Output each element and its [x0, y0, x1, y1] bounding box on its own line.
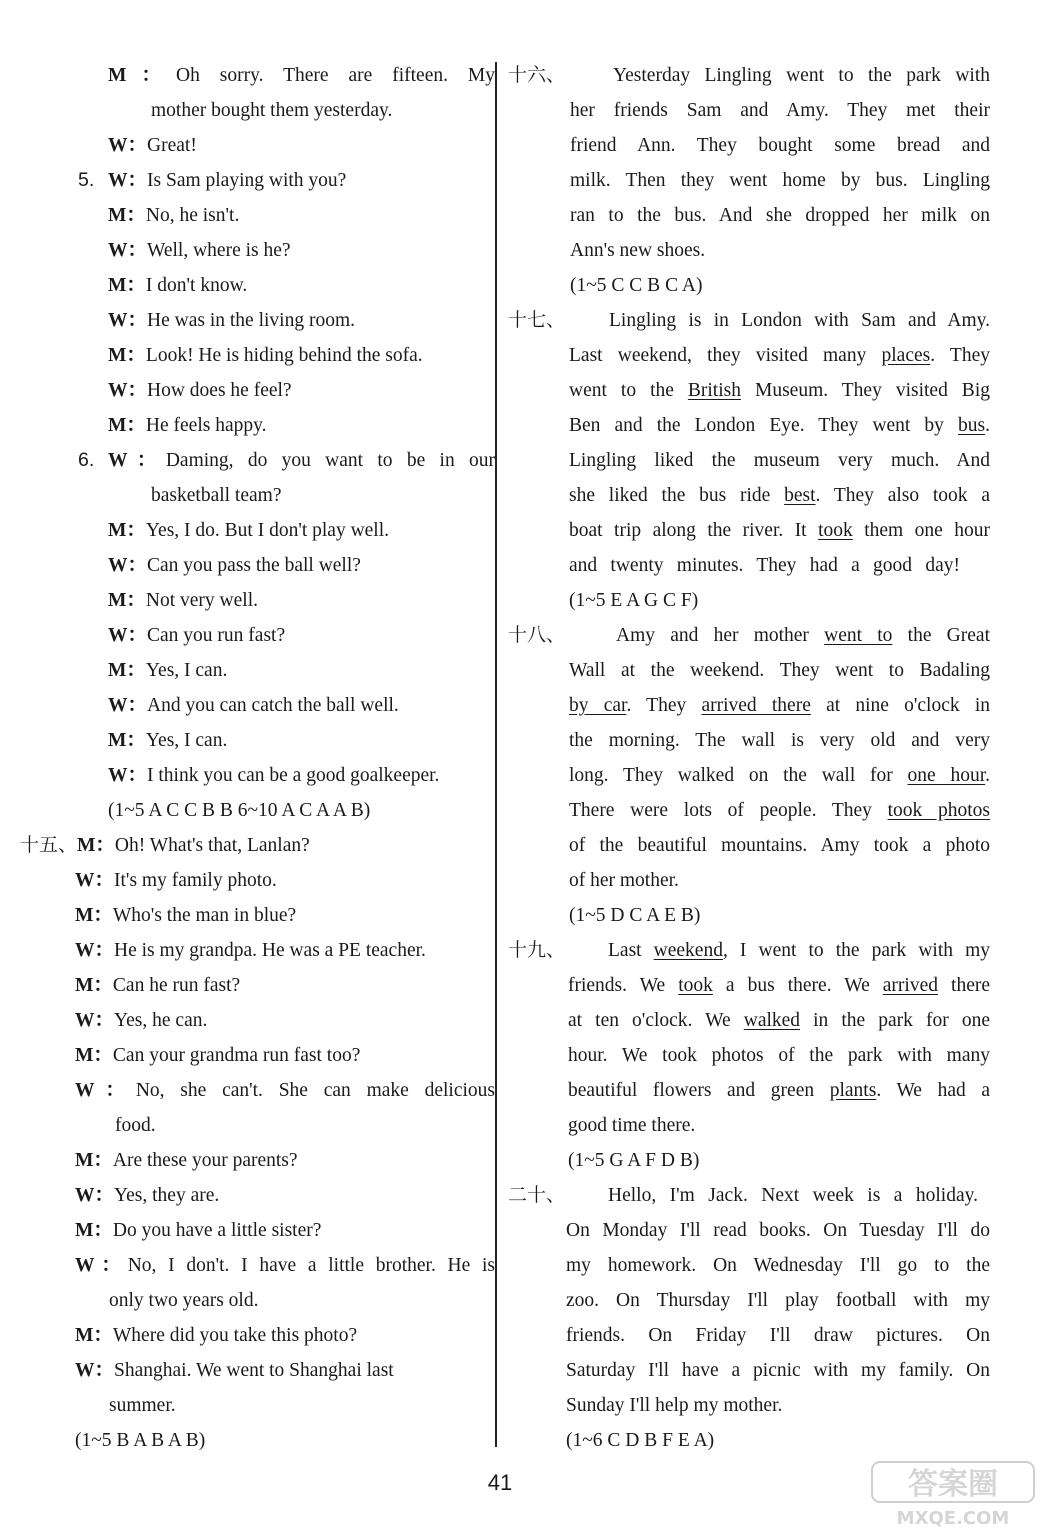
- underlined-word: one hour: [907, 765, 986, 786]
- dialogue-line: 5. W：Is Sam playing with you?: [78, 163, 495, 198]
- section-number: 十七、: [508, 309, 566, 331]
- item-number: 5.: [78, 169, 95, 191]
- underlined-word: took: [818, 520, 853, 541]
- dialogue-line: W：Great!: [108, 135, 197, 156]
- dialogue-line: summer.: [109, 1395, 176, 1416]
- dialogue-line: M：He feels happy.: [108, 415, 267, 436]
- passage-line: Lingling is in London with Sam and Amy.: [609, 310, 990, 331]
- dialogue-line: W：No, I don't. I have a little brother. He is: [75, 1255, 495, 1276]
- item-number: 6.: [78, 449, 95, 471]
- passage-line: my homework. On Wednesday I'll go to the: [566, 1255, 990, 1276]
- underlined-word: arrived: [882, 975, 938, 996]
- passage-line: Amy and her mother went to the Great: [616, 625, 990, 646]
- watermark-url: MXQE.COM: [896, 1508, 1010, 1529]
- answer-key: (1~5 A C C B B 6~10 A C A A B): [108, 800, 371, 821]
- section-number: 十九、: [508, 939, 566, 961]
- dialogue-line: W：Can you run fast?: [108, 625, 286, 646]
- dialogue-line: W：He is my grandpa. He was a PE teacher.: [75, 940, 426, 961]
- passage-line: good time there.: [568, 1115, 696, 1136]
- passage-line: of the beautiful mountains. Amy took a photo: [569, 835, 990, 856]
- passage-line: Yesterday Lingling went to the park with: [613, 65, 990, 86]
- dialogue-line: M：Who's the man in blue?: [75, 905, 297, 926]
- passage-line: ran to the bus. And she dropped her milk on: [570, 205, 990, 226]
- dialogue-line: only two years old.: [109, 1290, 259, 1311]
- passage-line: Wall at the weekend. They went to Badaling: [569, 660, 990, 681]
- dialogue-line: W：Yes, they are.: [75, 1185, 220, 1206]
- passage-line: Ben and the London Eye. They went by bus.: [569, 415, 990, 436]
- passage-line: Saturday I'll have a picnic with my family. On: [566, 1360, 990, 1381]
- underlined-word: plants: [829, 1080, 877, 1101]
- dialogue-line: mother bought them yesterday.: [151, 100, 393, 121]
- dialogue-line: W：How does he feel?: [108, 380, 292, 401]
- passage-line: Last weekend, they visited many places. They: [569, 345, 990, 366]
- dialogue-line: M：Can your grandma run fast too?: [75, 1045, 361, 1066]
- answer-key: (1~5 G A F D B): [568, 1150, 700, 1171]
- answer-key: (1~5 B A B A B): [75, 1430, 206, 1451]
- passage-line: and twenty minutes. They had a good day!: [569, 555, 960, 576]
- passage-line: she liked the bus ride best. They also took a: [569, 485, 990, 506]
- underlined-word: best: [784, 485, 816, 506]
- underlined-word: went to: [824, 625, 893, 646]
- passage-line: of her mother.: [569, 870, 679, 891]
- dialogue-line: W：Can you pass the ball well?: [108, 555, 361, 576]
- underlined-word: by car: [569, 695, 627, 716]
- passage-line: Last weekend, I went to the park with my: [608, 940, 991, 961]
- section-number: 十六、: [508, 64, 566, 86]
- dialogue-line: W：Shanghai. We went to Shanghai last: [75, 1360, 394, 1381]
- dialogue-line: W：Yes, he can.: [75, 1010, 208, 1031]
- passage-line: Ann's new shoes.: [570, 240, 706, 261]
- dialogue-line: M：I don't know.: [108, 275, 248, 296]
- dialogue-line: M：Are these your parents?: [75, 1150, 298, 1171]
- passage-line: by car. They arrived there at nine o'clock in: [569, 695, 990, 716]
- answer-key: (1~5 E A G C F): [569, 590, 699, 611]
- dialogue-line: W：I think you can be a good goalkeeper.: [108, 765, 440, 786]
- passage-line: Lingling liked the museum very much. And: [569, 450, 990, 471]
- dialogue-line: M：Not very well.: [108, 590, 259, 611]
- passage-line: friends. On Friday I'll draw pictures. On: [566, 1325, 990, 1346]
- watermark: [868, 1458, 1038, 1530]
- underlined-word: places: [881, 345, 931, 366]
- underlined-word: took: [678, 975, 713, 996]
- answer-key: (1~6 C D B F E A): [566, 1430, 715, 1451]
- answer-key: (1~5 C C B C A): [570, 275, 703, 296]
- section-number: 二十、: [508, 1184, 566, 1206]
- dialogue-line: M：Oh sorry. There are fifteen. My: [108, 65, 495, 86]
- answer-key: (1~5 D C A E B): [569, 905, 701, 926]
- dialogue-line: 十五、M：Oh! What's that, Lanlan?: [20, 834, 310, 856]
- dialogue-line: basketball team?: [151, 485, 282, 506]
- dialogue-line: M：No, he isn't.: [108, 205, 240, 226]
- section-number: 十八、: [508, 624, 566, 646]
- passage-line: zoo. On Thursday I'll play football with my: [566, 1290, 990, 1311]
- passage-line: On Monday I'll read books. On Tuesday I'll do: [566, 1220, 990, 1241]
- dialogue-line: W：He was in the living room.: [108, 310, 355, 331]
- dialogue-line: M：Where did you take this photo?: [75, 1325, 358, 1346]
- dialogue-line: M：Can he run fast?: [75, 975, 241, 996]
- passage-line: friends. We took a bus there. We arrived there: [568, 975, 990, 996]
- page-number: 41: [487, 1470, 513, 1495]
- passage-line: There were lots of people. They took photos: [569, 800, 990, 821]
- dialogue-line: W：It's my family photo.: [75, 870, 277, 891]
- underlined-word: weekend: [653, 940, 723, 961]
- dialogue-line: food.: [115, 1115, 156, 1136]
- underlined-word: walked: [743, 1010, 801, 1031]
- dialogue-line: M：Look! He is hiding behind the sofa.: [108, 345, 423, 366]
- passage-line: milk. Then they went home by bus. Lingling: [570, 170, 990, 191]
- watermark-text: 答案圈: [908, 1467, 998, 1502]
- dialogue-line: M：Yes, I can.: [108, 660, 228, 681]
- passage-line: Sunday I'll help my mother.: [566, 1395, 783, 1416]
- underlined-word: arrived there: [701, 695, 811, 716]
- passage-line: friend Ann. They bought some bread and: [570, 135, 990, 156]
- dialogue-line: M：Do you have a little sister?: [75, 1220, 322, 1241]
- passage-line: went to the British Museum. They visited Big: [569, 380, 990, 401]
- dialogue-line: 6. W：Daming, do you want to be in our: [78, 443, 495, 478]
- underlined-word: British: [687, 380, 741, 401]
- dialogue-line: W：No, she can't. She can make delicious: [75, 1080, 495, 1101]
- passage-line: hour. We took photos of the park with many: [568, 1045, 990, 1066]
- passage-line: her friends Sam and Amy. They met their: [570, 100, 990, 121]
- underlined-word: took photos: [887, 800, 990, 821]
- dialogue-line: W：Well, where is he?: [108, 240, 291, 261]
- watermark-logo-icon: [868, 1458, 1038, 1530]
- passage-line: long. They walked on the wall for one hour.: [569, 765, 991, 786]
- dialogue-line: M：Yes, I can.: [108, 730, 228, 751]
- column-divider: [495, 62, 497, 1447]
- passage-line: at ten o'clock. We walked in the park for one: [568, 1010, 990, 1031]
- dialogue-line: M：Yes, I do. But I don't play well.: [108, 520, 390, 541]
- passage-line: Hello, I'm Jack. Next week is a holiday.: [608, 1185, 978, 1206]
- dialogue-line: W：And you can catch the ball well.: [108, 695, 399, 716]
- section-number: 十五、: [20, 834, 78, 856]
- passage-line: beautiful flowers and green plants. We had a: [568, 1080, 990, 1101]
- passage-line: the morning. The wall is very old and very: [569, 730, 990, 751]
- passage-line: boat trip along the river. It took them one hour: [569, 520, 990, 541]
- underlined-word: bus: [958, 415, 986, 436]
